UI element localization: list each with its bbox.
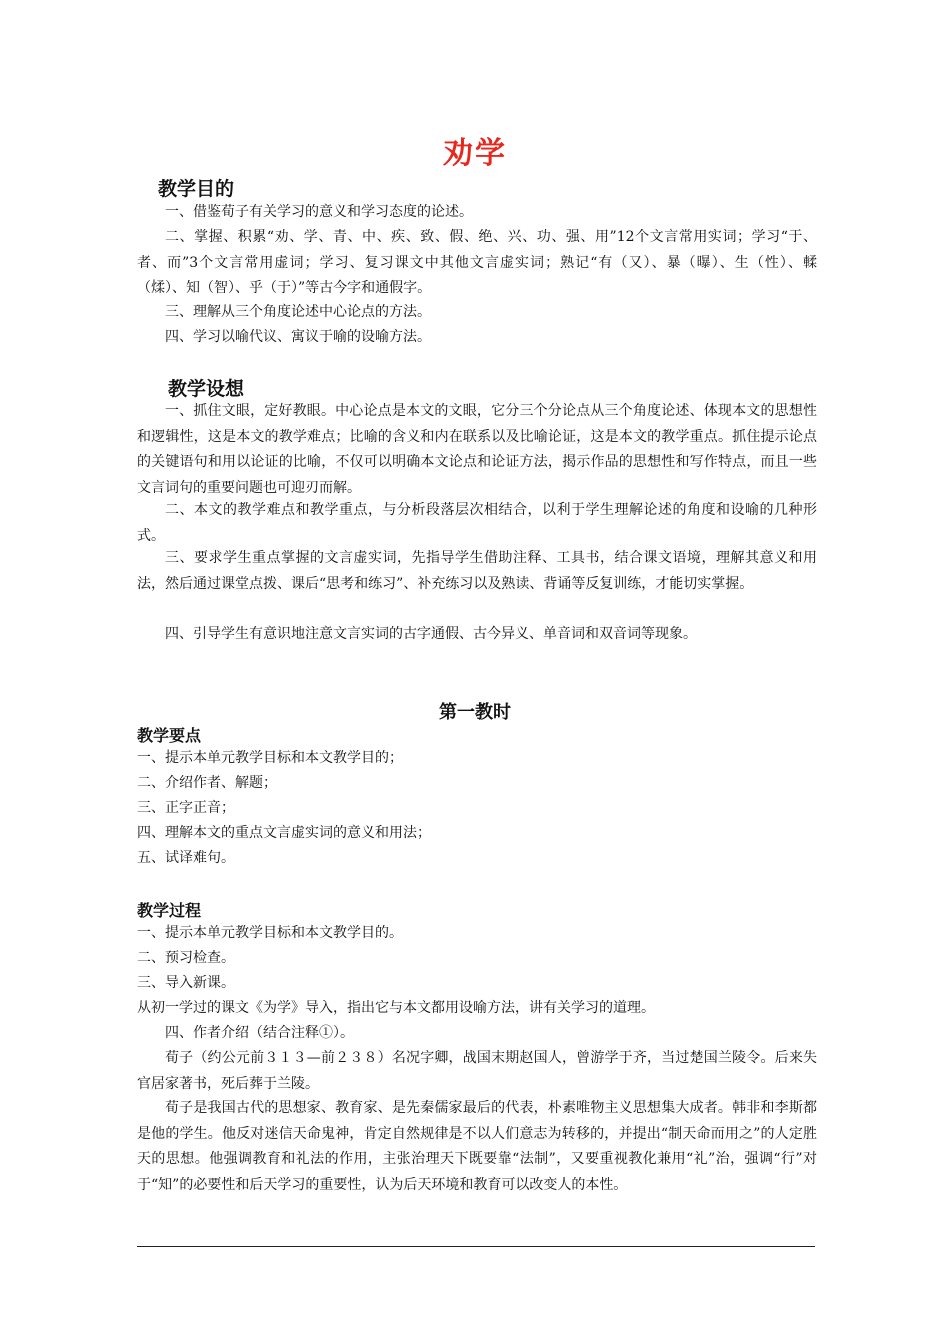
process-item: 从初一学过的课文《为学》导入，指出它与本文都用设喻方法，讲有关学习的道理。 bbox=[137, 1000, 655, 1016]
points-item: 四、理解本文的重点文言虚实词的意义和用法； bbox=[137, 825, 431, 841]
points-item: 一、提示本单元教学目标和本文教学目的； bbox=[137, 750, 403, 766]
process-item: 三、导入新课。 bbox=[137, 975, 235, 991]
process-item: 二、预习检查。 bbox=[137, 950, 235, 966]
design-item: 一、抓住文眼，定好教眼。中心论点是本文的文眼，它分三个分论点从三个角度论述、体现本文的思想性和逻辑性，这是本文的教学难点；比喻的含义和内在联系以及比喻论证，这是本文的教学重点。抓住提示论点的关键语句和用以论证的比喻，不仅可以明确本文论点和论证方法，揭示作品的思想性和写作特点，而且一些文言词句的重要问题也可迎刃而解。 bbox=[137, 403, 817, 496]
points-item: 五、试译难句。 bbox=[137, 850, 235, 866]
goals-item: 一、借鉴荀子有关学习的意义和学习态度的论述。 bbox=[165, 204, 473, 220]
design-heading: 教学设想 bbox=[168, 378, 245, 400]
design-item: 三、要求学生重点掌握的文言虚实词，先指导学生借助注释、工具书，结合课文语境，理解其意义和用法，然后通过课堂点拨、课后“思考和练习”、补充练习以及熟读、背诵等反复训练，才能切实掌握。 bbox=[137, 550, 817, 592]
points-heading: 教学要点 bbox=[137, 726, 202, 745]
author-heading: 四、作者介绍（结合注释①）。 bbox=[165, 1025, 354, 1041]
goals-heading: 教学目的 bbox=[158, 178, 235, 200]
points-item: 三、正字正音； bbox=[137, 800, 235, 816]
process-heading: 教学过程 bbox=[137, 901, 202, 920]
goals-item: 四、学习以喻代议、寓议于喻的设喻方法。 bbox=[165, 329, 431, 345]
footer-divider bbox=[137, 1246, 815, 1247]
design-item: 二、本文的教学难点和教学重点，与分析段落层次相结合，以利于学生理解论述的角度和设喻的几种形式。 bbox=[137, 502, 817, 544]
design-item: 四、引导学生有意识地注意文言实词的古字通假、古今异义、单音词和双音词等现象。 bbox=[165, 626, 697, 642]
author-para: 荀子（约公元前３１３—前２３８）名况字卿，战国末期赵国人，曾游学于齐，当过楚国兰陵令。后来失官居家著书，死后葬于兰陵。 bbox=[137, 1050, 817, 1092]
author-para: 荀子是我国古代的思想家、教育家、是先秦儒家最后的代表，朴素唯物主义思想集大成者。韩非和李斯都是他的学生。他反对迷信天命鬼神，肯定自然规律是不以人们意志为转移的，并提出“制天命而用之”的人定胜天的思想。他强调教育和礼法的作用，主张治理天下既要靠“法制”，又要重视教化兼用“礼”治，强调“行”对于“知”的必要性和后天学习的重要性，认为后天环境和教育可以改变人的本性。 bbox=[137, 1100, 817, 1193]
goals-item: 三、理解从三个角度论述中心论点的方法。 bbox=[165, 304, 431, 320]
lesson1-heading: 第一教时 bbox=[439, 702, 511, 723]
points-item: 二、介绍作者、解题； bbox=[137, 775, 277, 791]
document-title: 劝学 bbox=[443, 136, 507, 171]
process-item: 一、提示本单元教学目标和本文教学目的。 bbox=[137, 925, 403, 941]
goals-item: 二、掌握、积累“劝、学、青、中、疾、致、假、绝、兴、功、强、用”12个文言常用实词；学习“于、者、而”3个文言常用虚词；学习、复习课文中其他文言虚实词；熟记“有（又）、暴（曝）、生（性）、輮（煣）、知（智）、乎（于）”等古今字和通假字。 bbox=[137, 229, 817, 296]
